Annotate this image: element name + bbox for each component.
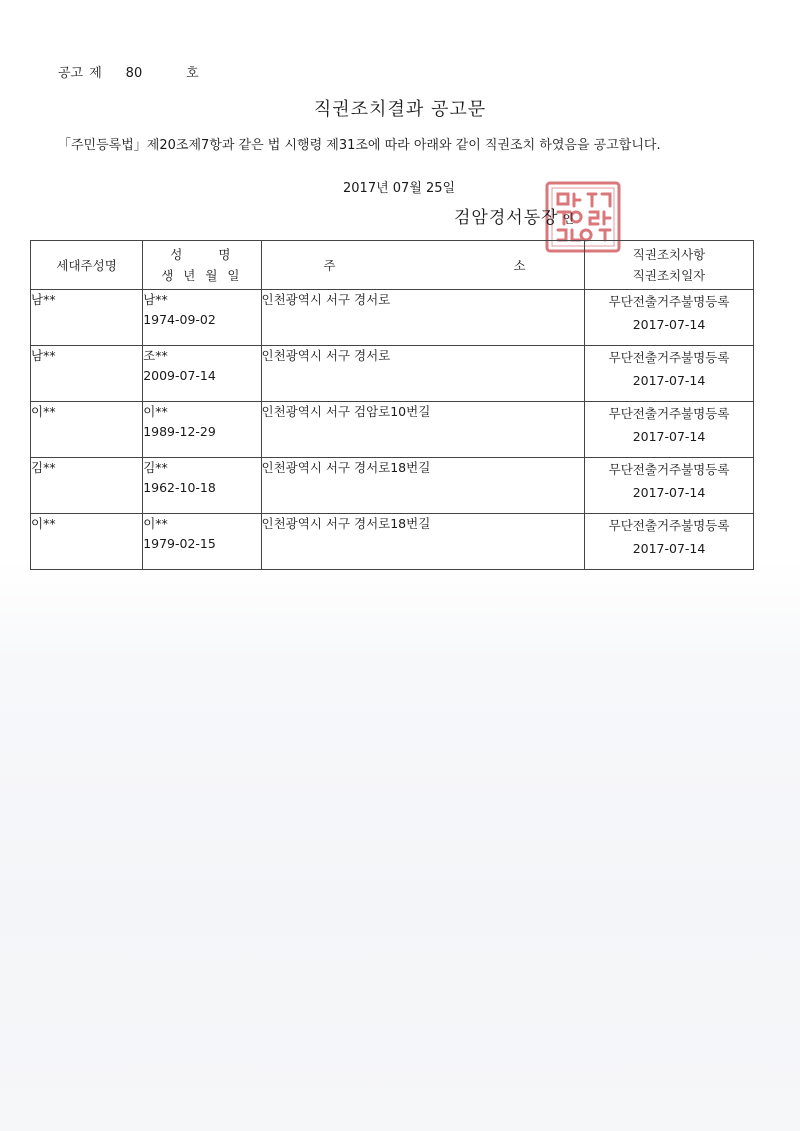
row-householder: 이**	[31, 402, 143, 458]
row-name-birth	[143, 514, 261, 570]
row-action-item: 무단전출거주불명등록	[608, 406, 730, 421]
header-name: 성 명	[170, 247, 234, 262]
issuer-line	[454, 203, 575, 228]
row-address: 인천광역시 서구 경서로18번길	[261, 458, 585, 514]
row-birth: 2009-07-14	[143, 368, 216, 383]
row-address: 인천광역시 서구 경서로	[261, 290, 585, 346]
table-row	[31, 290, 754, 346]
table-row	[31, 402, 754, 458]
table-header-row	[31, 241, 754, 290]
row-action-date: 2017-07-14	[632, 485, 706, 500]
row-birth: 1989-12-29	[143, 424, 216, 439]
row-action-date: 2017-07-14	[632, 429, 706, 444]
row-action	[585, 458, 754, 514]
notice-number-line	[58, 62, 199, 81]
row-birth: 1974-09-02	[143, 312, 216, 327]
row-action-item: 무단전출거주불명등록	[608, 462, 730, 477]
notice-body: 「주민등록법」제20조제7항과 같은 법 시행령 제31조에 따라 아래와 같이 직권조치 하였음을 공고합니다.	[58, 138, 661, 153]
row-name: 김**	[143, 460, 168, 475]
table-row	[31, 346, 754, 402]
header-action-date: 직권조치일자	[632, 268, 706, 283]
row-action	[585, 290, 754, 346]
row-action	[585, 402, 754, 458]
row-action-item: 무단전출거주불명등록	[608, 294, 730, 309]
row-householder: 이**	[31, 514, 143, 570]
row-action-date: 2017-07-14	[632, 373, 706, 388]
table-row	[31, 514, 754, 570]
notice-number: 80	[125, 66, 143, 81]
row-name-birth	[143, 346, 261, 402]
row-name-birth	[143, 290, 261, 346]
row-address: 인천광역시 서구 검암로10번길	[261, 402, 585, 458]
header-name-birth	[143, 241, 261, 290]
page-title: 직권조치결과 공고문	[313, 99, 487, 120]
row-birth: 1979-02-15	[143, 536, 216, 551]
row-birth: 1962-10-18	[143, 480, 216, 495]
row-householder: 남**	[31, 290, 143, 346]
action-table	[30, 240, 754, 570]
row-action-date: 2017-07-14	[632, 541, 706, 556]
header-address-a: 주	[323, 258, 336, 273]
header-birth: 생 년 월 일	[161, 268, 243, 283]
row-name: 이**	[143, 516, 168, 531]
header-action	[585, 241, 754, 290]
row-action-item: 무단전출거주불명등록	[608, 518, 730, 533]
header-address-b: 소	[513, 258, 526, 273]
header-action-item: 직권조치사항	[632, 247, 706, 262]
row-name-birth	[143, 458, 261, 514]
header-address	[261, 241, 585, 290]
row-name: 이**	[143, 404, 168, 419]
row-name: 남**	[143, 292, 168, 307]
issuer-name: 검암경서동장	[454, 208, 559, 228]
row-householder: 김**	[31, 458, 143, 514]
row-householder: 남**	[31, 346, 143, 402]
row-address: 인천광역시 서구 경서로18번길	[261, 514, 585, 570]
row-action	[585, 514, 754, 570]
header-householder: 세대주성명	[31, 241, 143, 290]
row-action-item: 무단전출거주불명등록	[608, 350, 730, 365]
notice-date: 2017년 07월 25일	[343, 181, 456, 196]
row-action	[585, 346, 754, 402]
row-action-date: 2017-07-14	[632, 317, 706, 332]
table-row	[31, 458, 754, 514]
row-name-birth	[143, 402, 261, 458]
scan-background	[0, 560, 800, 1131]
row-address: 인천광역시 서구 경서로	[261, 346, 585, 402]
row-name: 조**	[143, 348, 168, 363]
notice-suffix: 호	[186, 66, 199, 81]
notice-prefix: 공고 제	[58, 66, 102, 81]
issuer-seal-mark: 인	[562, 212, 576, 226]
